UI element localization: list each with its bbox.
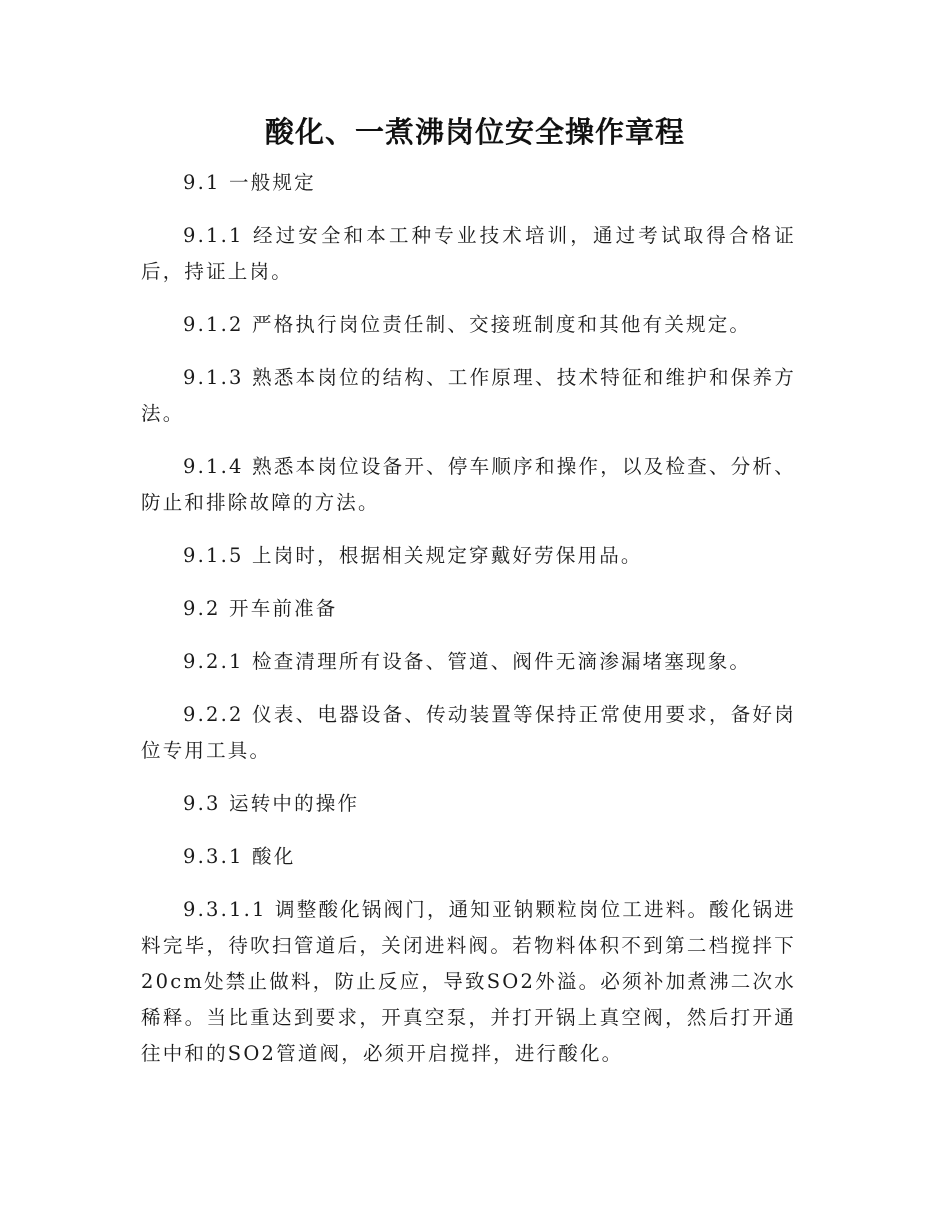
paragraph-9-2-2: 9.2.2 仪表、电器设备、传动装置等保持正常使用要求，备好岗位专用工具。 [141, 703, 796, 762]
document-body [141, 165, 796, 1089]
paragraph-9-1-2: 9.1.2 严格执行岗位责任制、交接班制度和其他有关规定。 [183, 313, 752, 336]
paragraph-9-1-1: 9.1.1 经过安全和本工种专业技术培训，通过考试取得合格证后，持证上岗。 [141, 224, 796, 283]
document-title: 酸化、一煮沸岗位安全操作章程 [264, 115, 685, 149]
paragraph-9-1-5: 9.1.5 上岗时，根据相关规定穿戴好劳保用品。 [183, 544, 643, 567]
paragraph-9-1-3: 9.1.3 熟悉本岗位的结构、工作原理、技术特征和维护和保养方法。 [141, 366, 796, 425]
section-heading-9-3: 9.3 运转中的操作 [183, 792, 360, 815]
section-heading-9-1: 9.1 一般规定 [183, 171, 316, 194]
section-heading-9-2: 9.2 开车前准备 [183, 597, 338, 620]
paragraph-9-3-1-1: 9.3.1.1 调整酸化锅阀门，通知亚钠颗粒岗位工进料。酸化锅进料完毕，待吹扫管道后，关闭进料阀。若物料体积不到第二档搅拌下20cm处禁止做料，防止反应，导致SO2外溢。必须补加煮沸二次水稀释。当比重达到要求，开真空泵，并打开锅上真空阀，然后打开通往中和的SO2管道阀，必须开启搅拌，进行酸化。 [141, 898, 796, 1065]
paragraph-9-2-1: 9.2.1 检查清理所有设备、管道、阀件无滴渗漏堵塞现象。 [183, 650, 752, 673]
paragraph-9-1-4: 9.1.4 熟悉本岗位设备开、停车顺序和操作，以及检查、分析、防止和排除故障的方法。 [141, 455, 796, 514]
subsection-heading-9-3-1: 9.3.1 酸化 [183, 845, 296, 868]
